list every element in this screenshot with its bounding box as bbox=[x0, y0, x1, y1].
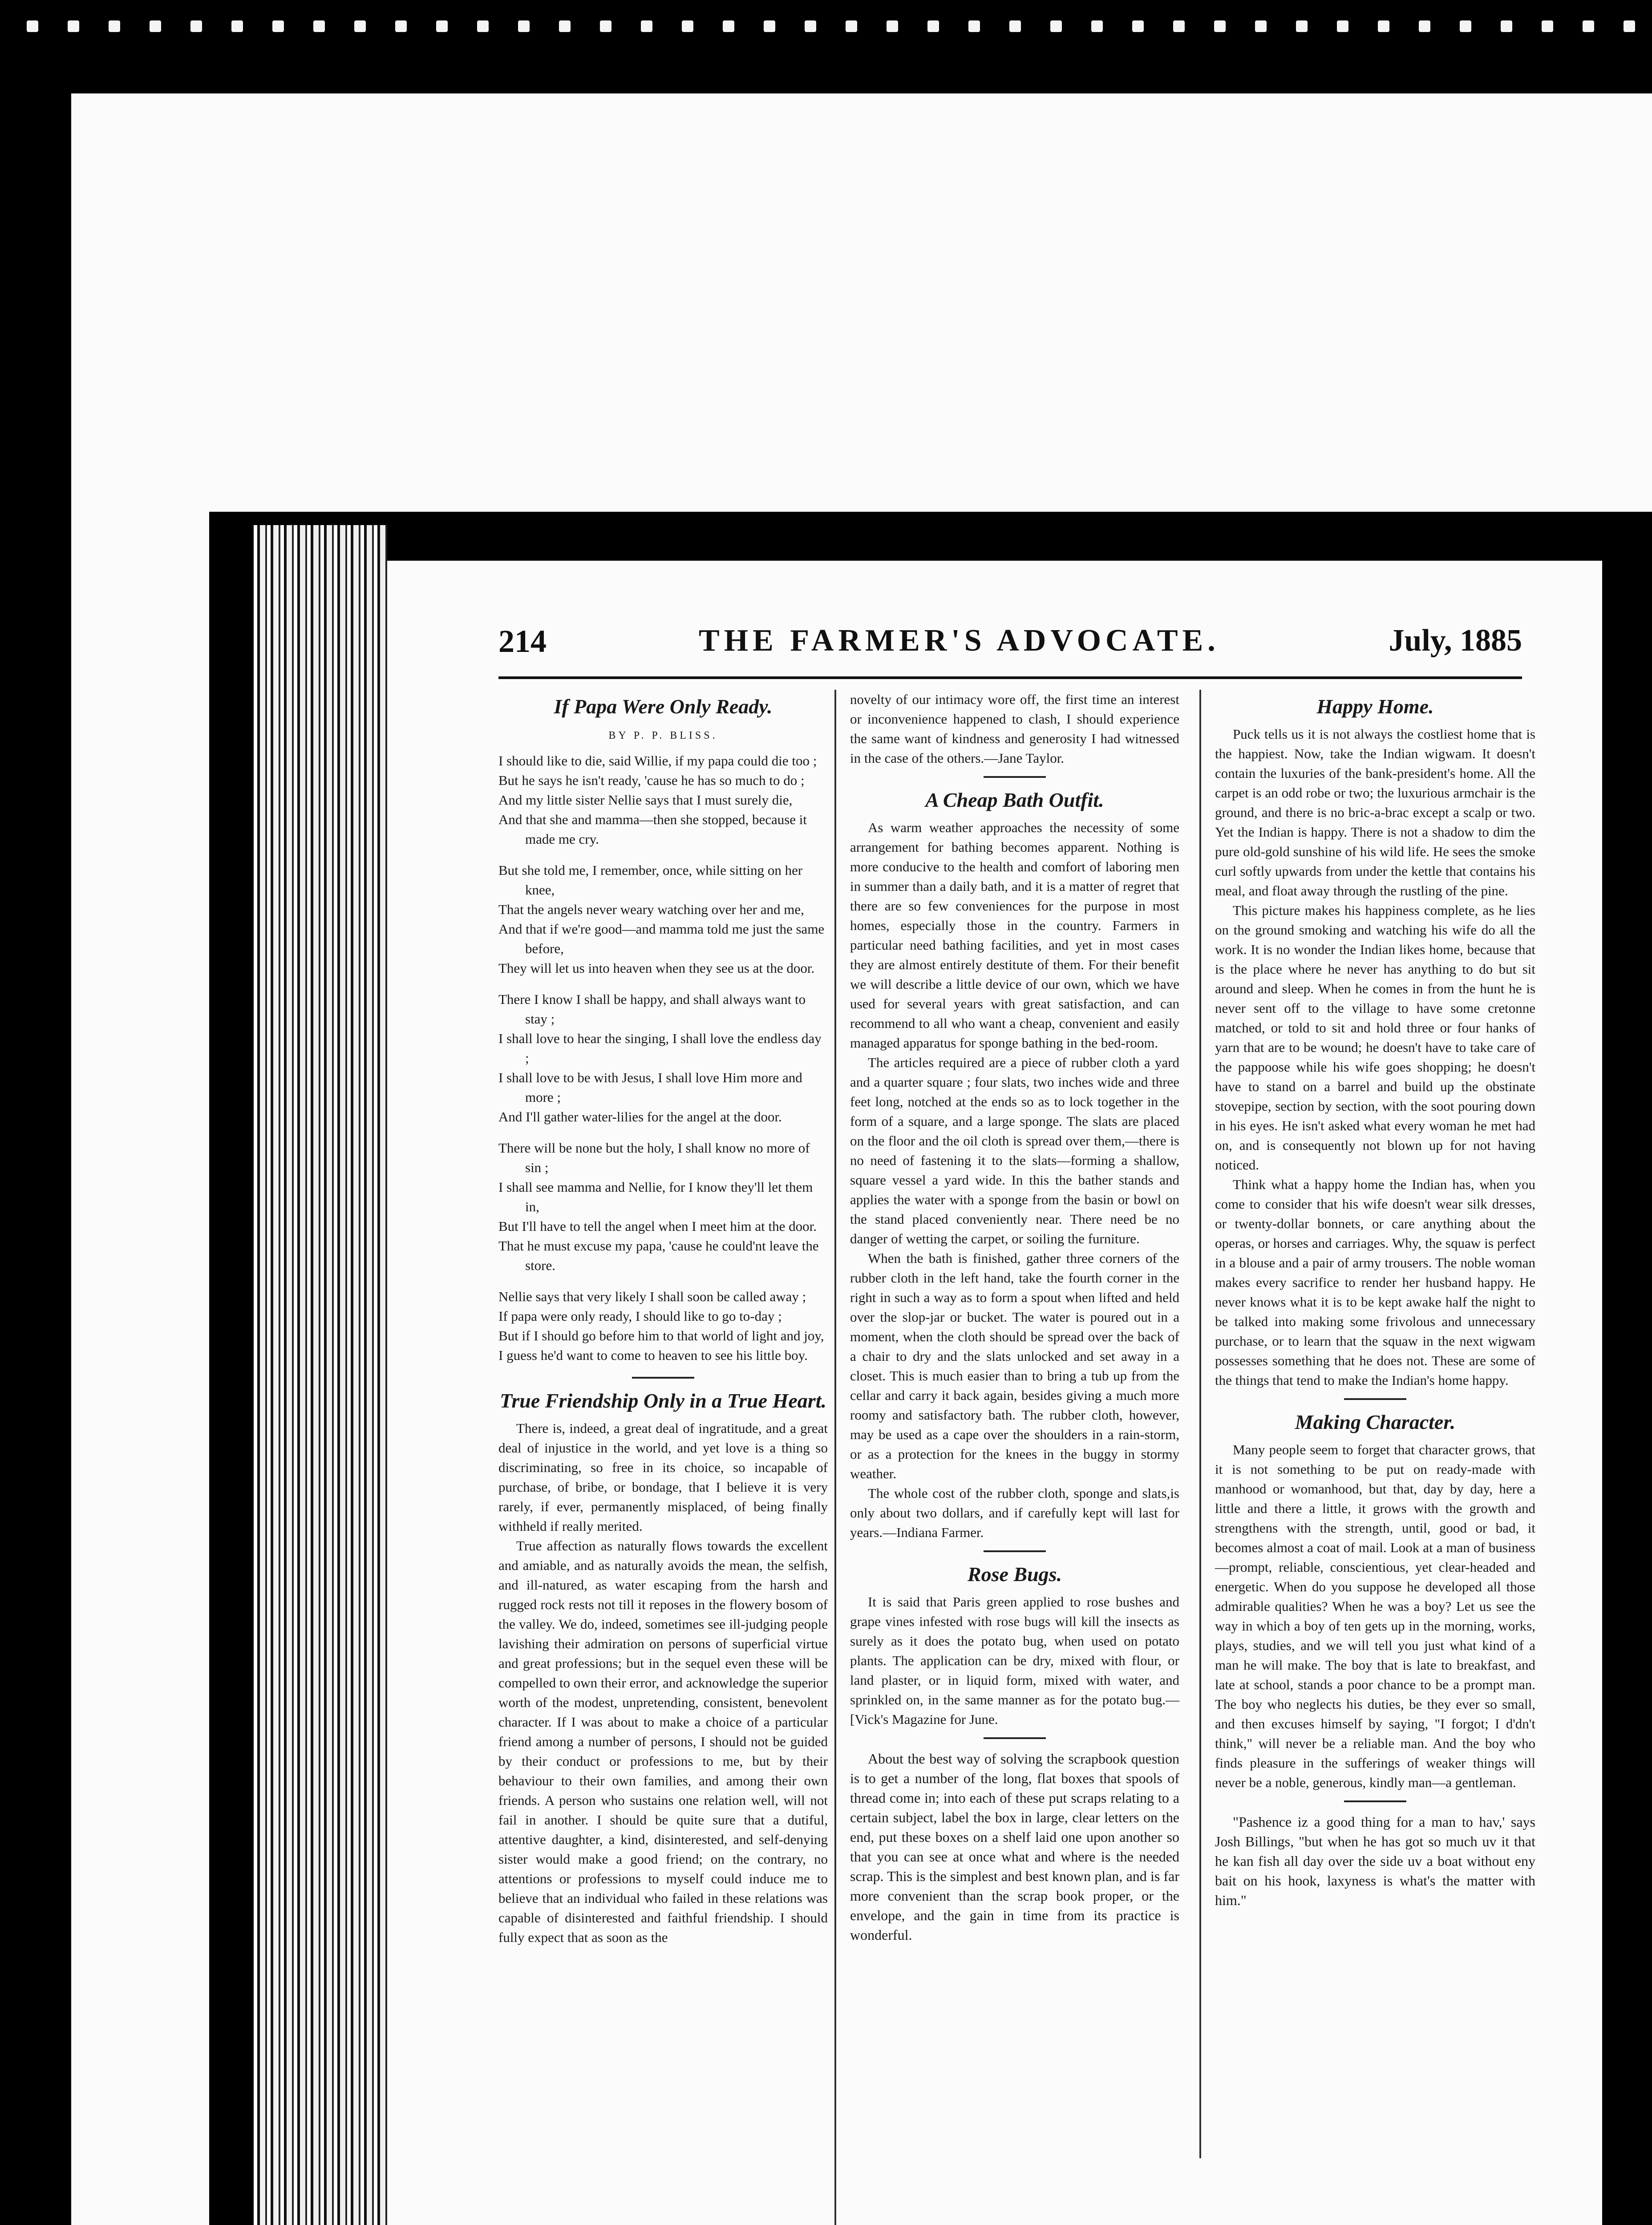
issue-date: July, 1885 bbox=[1389, 623, 1522, 658]
sprocket-hole bbox=[846, 20, 857, 32]
article-title: Rose Bugs. bbox=[967, 1563, 1062, 1586]
article-paragraph: Many people seem to forget that character grows, that it is not something to be put on ready-made with manhood or womanhood, but that, day by day, here a little and there a little, it grows with the growth and strengthens with the strength, until, good or bad, it becomes almost a coat of mail. Look at a man of business—prompt, reliable, conscientious, yet clear-headed and energetic. When do you suppose he developed all those admirable qualities? When he was a boy? Let us see the way in which a boy of ten gets up in the morning, works, plays, studies, and we will tell you just what kind of a man he will make. The boy that is late to breakfast, and late at school, stands a poor chance to be a prompt man. The boy who neglects his duties, be they ever so small, and then excuses himself by saying, "I forgot; I d'dn't think," will never be a reliable man. And the boy who finds pleasure in the sufferings of weaker things will never be a noble, generous, kindly man—a gentleman. bbox=[1215, 1442, 1535, 1790]
poem-line: And that if we're good—and mamma told me just the same before, bbox=[498, 921, 825, 956]
poem-line: There I know I shall be happy, and shall always want to stay ; bbox=[498, 991, 806, 1027]
sprocket-hole bbox=[1214, 20, 1226, 32]
poem-stanza bbox=[498, 751, 828, 849]
sprocket-hole bbox=[1132, 20, 1144, 32]
poem-line: If papa were only ready, I should like to go to-day ; bbox=[498, 1308, 782, 1324]
article-title: A Cheap Bath Outfit. bbox=[925, 789, 1104, 811]
poem-line: I should like to die, said Willie, if my papa could die too ; bbox=[498, 753, 817, 769]
sprocket-hole bbox=[477, 20, 489, 32]
article-paragraph: True affection as naturally flows towards the excellent and amiable, and as naturally avoids the mean, the selfish, and ill-natured, as water escaping from the harsh and rugged rock rests not till it reposes in the flowery bosom of the valley. We do, indeed, sometimes see ill-judging people lavishing their admiration on persons of superficial virtue and great professions; but in the sequel even these will be compelled to own their error, and acknowledge the superior worth of the modest, unpretending, consistent, benevolent character. If I was about to make a choice of a particular friend among a number of persons, I should not be guided by their conduct or professions to me, but by their behaviour to their own families, and among their own friends. A person who sustains one relation well, will not fail in another. I should be quite sure that a dutiful, attentive daughter, a kind, disinterested, and self-denying sister would make a good friend; on the contrary, no attentions or professions to myself could induce me to believe that an individual who failed in these relations was capable of disinterested and faithful friendship. I should fully expect that as soon as the bbox=[498, 1538, 828, 1945]
article-paragraph: As warm weather approaches the necessity of some arrangement for bathing becomes apparent. Nothing is more conducive to the health and comfort of laboring men in summer than a daily bath, and it is a matter of regret that there are so few conveniences for the purpose in most homes, especially those in the country. Farmers in particular need bathing facilities, and yet in most cases they are almost entirely destitute of them. For their benefit we will describe a little device of our own, which we have used for several years with great satisfaction, and can recommend to all who want a cheap, convenient and easily managed apparatus for sponge bathing in the bed-room. bbox=[850, 820, 1179, 1051]
column-2 bbox=[850, 690, 1179, 1945]
article-paragraph: The whole cost of the rubber cloth, sponge and slats,is only about two dollars, and if carefully kept will last for years.—Indiana Farmer. bbox=[850, 1485, 1179, 1540]
sprocket-hole bbox=[354, 20, 366, 32]
section-divider bbox=[1344, 1800, 1406, 1802]
section-divider bbox=[984, 1550, 1046, 1552]
poem-line: I shall see mamma and Nellie, for I know they'll let them in, bbox=[498, 1179, 813, 1214]
poem-line: I guess he'd want to come to heaven to see his little boy. bbox=[498, 1347, 808, 1363]
poem-line: That the angels never weary watching over her and me, bbox=[498, 902, 804, 917]
sprocket-hole bbox=[1378, 20, 1389, 32]
article-title: Happy Home. bbox=[1316, 695, 1434, 718]
newspaper-page bbox=[387, 561, 1602, 2225]
article-paragraph: It is said that Paris green applied to rose bushes and grape vines infested with rose bugs will kill the insects as surely as it does the potato bug, when used on potato plants. The application can be dry, mixed with flour, or land plaster, or in liquid form, mixed with water, and sprinkled on, in the same manner as for the potato bug.—[Vick's Magazine for June. bbox=[850, 1594, 1179, 1727]
poem-stanza bbox=[498, 1138, 828, 1275]
continued-paragraph: novelty of our intimacy wore off, the first time an interest or inconvenience happened to clash, I should experience the same want of kindness and generosity I had witnessed in the case of the others.—Jane Taylor. bbox=[850, 692, 1179, 766]
sprocket-hole bbox=[559, 20, 571, 32]
sprocket-hole bbox=[1583, 20, 1594, 32]
film-frame-light-area bbox=[71, 93, 1652, 512]
poem-line: And my little sister Nellie says that I must surely die, bbox=[498, 792, 793, 808]
article-paragraph: This picture makes his happiness complete, as he lies on the ground smoking and watching his wife do all the work. It is no wonder the Indian likes home, because that is the place where he never has anything to do but sit around and sleep. When he comes in from the hunt he is never sent off to the village to have some cretonne matched, or told to sit and hold three or four hanks of yarn that are to be wound; he doesn't have to take care of the pappoose while his wife goes shopping; he doesn't have to stand on a barrel and build up the obstinate stovepipe, section by section, with the soot pouring down in his eyes. He isn't asked what every woman he met had on, and is consequently not blown up for not having noticed. bbox=[1215, 902, 1535, 1173]
sprocket-hole bbox=[68, 20, 79, 32]
film-frame-left-strip bbox=[71, 512, 209, 2225]
poem-line: But he says he isn't ready, 'cause he has so much to do ; bbox=[498, 773, 805, 788]
page-number: 214 bbox=[498, 623, 547, 659]
sprocket-hole bbox=[1460, 20, 1471, 32]
poem-stanza bbox=[498, 861, 828, 978]
sprocket-hole bbox=[150, 20, 161, 32]
sprocket-hole bbox=[1296, 20, 1308, 32]
sprocket-hole bbox=[436, 20, 448, 32]
article-paragraph: Think what a happy home the Indian has, when you come to consider that his wife doesn't wear silk dresses, or twenty-dollar bonnets, or care anything about the operas, or horses and carriages. Why, the squaw is perfect in a blouse and a pair of army trousers. The noble woman makes every sacrifice to render her husband happy. He never knows what it is to be kept awake half the night to be talked into making some frivolous and unnecessary purchase, or to learn that the squaw in the next wigwam possesses something that he does not. These are some of the things that tend to make the Indian's home happy. bbox=[1215, 1177, 1535, 1388]
sprocket-hole bbox=[1542, 20, 1553, 32]
poem-stanza bbox=[498, 990, 828, 1127]
poem-line: I shall love to be with Jesus, I shall love Him more and more ; bbox=[498, 1070, 802, 1105]
sprocket-hole bbox=[1501, 20, 1512, 32]
poem-body bbox=[498, 751, 828, 1365]
scrapbook-note: About the best way of solving the scrapbook question is to get a number of the long, flat boxes that spools of thread come in; into each of these put scraps relating to a certain subject, label the box in large, clear letters on the end, put these boxes on a shelf laid one upon another so that you can see at once what and where is the needed scrap. This is the simplest and best known plan, and is far more convenient than the scrap book proper, or the envelope, and the gain in time from its practice is wonderful. bbox=[850, 1751, 1179, 1943]
sprocket-hole bbox=[805, 20, 816, 32]
article-paragraph: Puck tells us it is not always the costliest home that is the happiest. Now, take the Indian wigwam. It doesn't contain the luxuries of the bank-president's home. All the carpet is an odd robe or two; the luxurious armchair is the ground, and there is no bric-a-brac except a scalp or two. Yet the Indian is happy. There is not a shadow to dim the pure old-gold sunshine of his wild life. He sees the smoke curl softly upwards from under the kettle that contains his meal, and float away through the rustling of the pine. bbox=[1215, 726, 1535, 898]
sprocket-hole bbox=[1337, 20, 1348, 32]
poem-stanza bbox=[498, 1287, 828, 1365]
poem-line: There will be none but the holy, I shall know no more of sin ; bbox=[498, 1140, 810, 1175]
article-paragraph: The articles required are a piece of rubber cloth a yard and a quarter square ; four slats, two inches wide and three feet long, notched at the ends so as to lock together in the form of a square, and a large sponge. The slats are placed on the floor and the oil cloth is spread over them,—there is no need of fastening it to the slats—forming a shallow, square vessel a yard wide. In this the bather stands and applies the water with a sponge from the basin or bowl on the stand placed conveniently near. There need be no danger of wetting the carpet, or soiling the furniture. bbox=[850, 1055, 1179, 1246]
masthead-rule bbox=[498, 676, 1522, 679]
section-divider bbox=[984, 776, 1046, 778]
section-divider bbox=[632, 1377, 694, 1379]
column-1 bbox=[498, 690, 828, 1947]
book-page-edges bbox=[254, 525, 387, 2225]
sprocket-hole bbox=[27, 20, 38, 32]
sprocket-hole bbox=[313, 20, 325, 32]
column-divider-2 bbox=[1199, 690, 1201, 2158]
sprocket-hole bbox=[682, 20, 693, 32]
poem-line: But I'll have to tell the angel when I meet him at the door. bbox=[498, 1218, 817, 1234]
sprocket-hole bbox=[272, 20, 284, 32]
film-border-top bbox=[0, 0, 1652, 93]
sprocket-hole bbox=[518, 20, 530, 32]
poem-line: And I'll gather water-lilies for the angel at the door. bbox=[498, 1109, 782, 1125]
josh-billings-quote: "Pashence iz a good thing for a man to hav,' says Josh Billings, "but when he has got so much uv it that he kan fish all day over the side uv a boat without eny bait on his hook, laxyness is what's the matter with him." bbox=[1215, 1814, 1535, 1908]
sprocket-hole bbox=[600, 20, 611, 32]
sprocket-hole bbox=[1009, 20, 1021, 32]
article-title: Making Character. bbox=[1295, 1411, 1456, 1433]
sprocket-hole bbox=[968, 20, 980, 32]
section-divider bbox=[1344, 1398, 1406, 1400]
sprocket-hole bbox=[1050, 20, 1062, 32]
sprocket-hole bbox=[764, 20, 775, 32]
poem-line: And that she and mamma—then she stopped, because it made me cry. bbox=[498, 812, 807, 847]
column-3 bbox=[1215, 690, 1535, 1910]
book-spine-shadow bbox=[209, 512, 258, 2225]
sprocket-hole bbox=[109, 20, 120, 32]
article-paragraph: When the bath is finished, gather three corners of the rubber cloth in the left hand, take the fourth corner in the right in such a way as to form a spout when lifted and held over the slop-jar or bucket. The water is poured out in a moment, when the cloth should be spread over the back of a chair to dry and the slats unlocked and set away in a closet. This is much easier than to bring a tub up from the cellar and carry it back again, besides giving a much more roomy and satisfactory bath. The rubber cloth, however, may be used as a cape over the shoulders in a rain-storm, or as a protection for the knees in the buggy in stormy weather. bbox=[850, 1250, 1179, 1481]
poem-byline: BY P. P. BLISS. bbox=[608, 730, 718, 741]
poem-line: I shall love to hear the singing, I shall love the endless day ; bbox=[498, 1031, 822, 1066]
column-divider-1 bbox=[834, 690, 836, 2225]
poem-title: If Papa Were Only Ready. bbox=[554, 695, 773, 718]
article-paragraph: There is, indeed, a great deal of ingratitude, and a great deal of injustice in the world, and yet love is a thing so discriminating, so free in its choice, so incapable of purchase, of bribe, or bondage, that I believe it is very rarely, if ever, permanently misplaced, of being finally withheld if really merited. bbox=[498, 1420, 828, 1534]
sprocket-hole bbox=[723, 20, 734, 32]
sprocket-hole bbox=[395, 20, 407, 32]
poem-line: That he must excuse my papa, 'cause he could'nt leave the store. bbox=[498, 1238, 819, 1273]
article-title: True Friendship Only in a True Heart. bbox=[500, 1389, 826, 1412]
poem-line: Nellie says that very likely I shall soon be called away ; bbox=[498, 1289, 806, 1304]
publication-title: THE FARMER'S ADVOCATE. bbox=[699, 623, 1220, 658]
sprocket-hole bbox=[231, 20, 243, 32]
masthead bbox=[498, 623, 1522, 676]
section-divider bbox=[984, 1737, 1046, 1739]
sprocket-hole bbox=[1255, 20, 1267, 32]
film-sprockets-top bbox=[0, 18, 1652, 36]
page-right-border bbox=[1602, 525, 1652, 2225]
sprocket-hole bbox=[927, 20, 939, 32]
sprocket-hole bbox=[1419, 20, 1430, 32]
poem-line: But she told me, I remember, once, while sitting on her knee, bbox=[498, 862, 803, 898]
sprocket-hole bbox=[887, 20, 898, 32]
sprocket-hole bbox=[1624, 20, 1635, 32]
poem-line: But if I should go before him to that world of light and joy, bbox=[498, 1328, 824, 1343]
sprocket-hole bbox=[641, 20, 652, 32]
poem-line: They will let us into heaven when they see us at the door. bbox=[498, 960, 815, 976]
sprocket-hole bbox=[190, 20, 202, 32]
sprocket-hole bbox=[1091, 20, 1103, 32]
sprocket-hole bbox=[1173, 20, 1185, 32]
